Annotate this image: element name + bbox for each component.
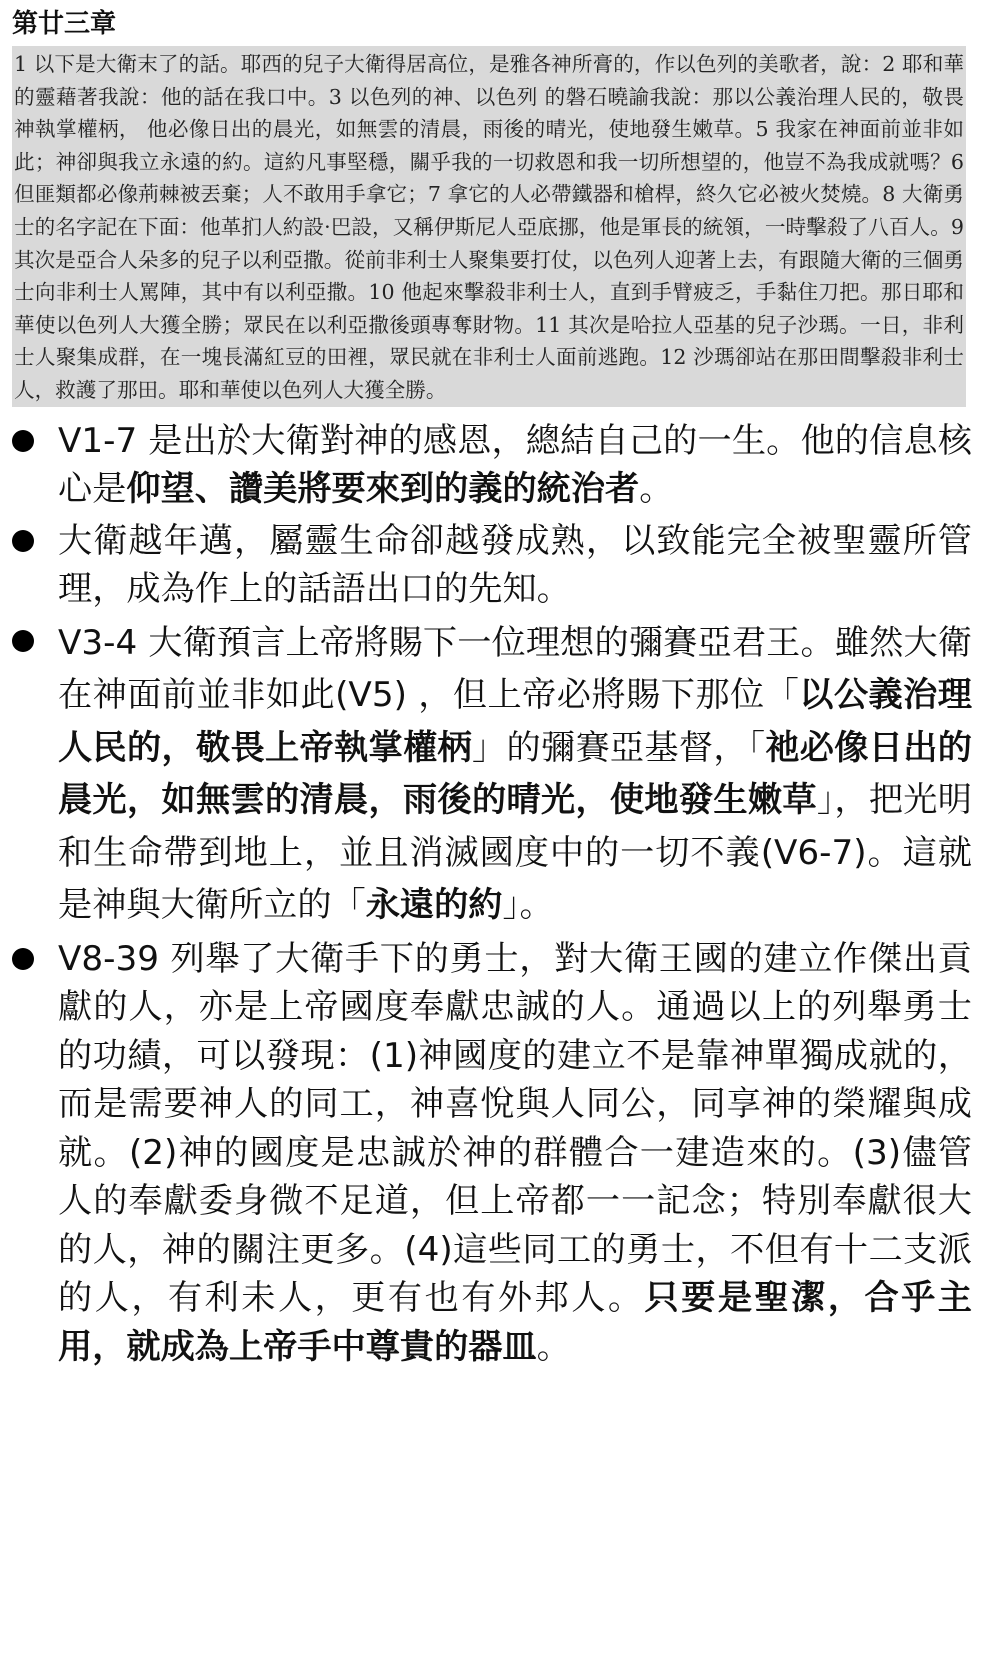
bullet-emphasis: 永遠的約 bbox=[365, 885, 503, 926]
bullet-text: 」，把光明和生命帶到地上，並且消滅國度中的一切不義(V6-7)。這就是神與大衛所立的「 bbox=[58, 780, 972, 926]
commentary-item-1 bbox=[12, 417, 972, 514]
bullet-text: 。 bbox=[536, 1326, 571, 1367]
commentary-item-3 bbox=[12, 617, 972, 932]
document-page bbox=[12, 6, 972, 1374]
bullet-icon bbox=[12, 948, 34, 970]
bullet-text: V1-7 是出於大衛對神的感恩，總結自己的一生。他的信息核心是 bbox=[58, 420, 972, 510]
bullet-emphasis: 仰望、讚美將要來到的義的統治者 bbox=[126, 469, 640, 510]
bullet-text: 」。 bbox=[502, 885, 554, 926]
bullet-text: 。 bbox=[639, 469, 674, 510]
scripture-passage: 1 以下是大衛末了的話。耶西的兒子大衛得居高位，是雅各神所膏的，作以色列的美歌者，說：2 耶和華的靈藉著我說：他的話在我口中。3 以色列的神、以色列 的磐石曉諭我說：那以公義治理人民的，敬畏神執掌權柄， 他必像日出的晨光，如無雲的清晨，雨後的晴光，使地發生嫩草。5 我家在神面前並非如此；神卻與我立永遠的約。這約凡事堅穩，關乎我的一切救恩和我一切所想望的，他豈不為我成就嗎？6 但匪類都必像荊棘被丟棄；人不敢用手拿它；7 拿它的人必帶鐵器和槍桿，終久它必被火焚燒。8 大衛勇士的名字記在下面：他革扪人約設·巴設，又稱伊斯尼人亞底挪，他是軍長的統領，一時擊殺了八百人。9 其次是亞合人朵多的兒子以利亞撒。從前非利士人聚集要打仗，以色列人迎著上去，有跟隨大衛的三個勇士向非利士人罵陣，其中有以利亞撒。10 他起來擊殺非利士人，直到手臂疲乏，手黏住刀把。那日耶和華使以色列人大獲全勝；眾民在以利亞撒後頭專奪財物。11 其次是哈拉人亞基的兒子沙瑪。一日，非利士人聚集成群，在一塊長滿紅豆的田裡，眾民就在非利士人面前逃跑。12 沙瑪卻站在那田間擊殺非利士人，救護了那田。耶和華使以色列人大獲全勝。 bbox=[12, 46, 966, 407]
commentary-item-4 bbox=[12, 935, 972, 1372]
bullet-text: V3-4 大衛預言上帝將賜下一位理想的彌賽亞君王。雖然大衛在神面前並非如此(V5) ，但上帝必將賜下那位「 bbox=[58, 622, 972, 716]
bullet-icon bbox=[12, 430, 34, 452]
bullet-text: 」的彌賽亞基督，「 bbox=[471, 727, 766, 768]
bullet-icon bbox=[12, 630, 34, 652]
bullet-emphasis: 以公義治理人民的，敬畏上帝執掌權柄 bbox=[58, 675, 972, 768]
bullet-emphasis: 只要是聖潔，合乎主用，就成為上帝手中尊貴的器皿 bbox=[58, 1278, 972, 1367]
bullet-text: V8-39 列舉了大衛手下的勇士，對大衛王國的建立作傑出貢獻的人，亦是上帝國度奉獻忠誠的人。通過以上的列舉勇士的功績，可以發現：(1)神國度的建立不是靠神單獨成就的，而是需要神人的同工，神喜悅與人同公，同享神的榮耀與成就。(2)神的國度是忠誠於神的群體合一建造來的。(3)儘管人的奉獻委身微不足道，但上帝都一一記念；特別奉獻很大的人，神的關注更多。(4)這些同工的勇士，不但有十二支派的人，有利未人，更有也有外邦人。 bbox=[58, 938, 972, 1319]
bullet-emphasis: 祂必像日出的晨光，如無雲的清晨，雨後的晴光，使地發生嫩草 bbox=[58, 727, 972, 821]
commentary-item-2 bbox=[12, 517, 972, 614]
bullet-icon bbox=[12, 530, 34, 552]
bullet-text: 大衛越年邁，屬靈生命卻越發成熟，以致能完全被聖靈所管理，成為作上的話語出口的先知。 bbox=[58, 520, 972, 610]
chapter-title: 第廿三章 bbox=[12, 9, 117, 39]
commentary-list bbox=[12, 417, 972, 1372]
